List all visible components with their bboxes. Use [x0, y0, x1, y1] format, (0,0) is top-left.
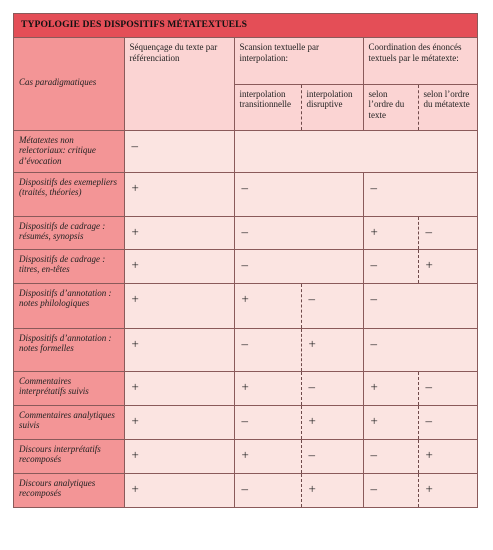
cell-ordre-metatexte: + [418, 439, 477, 473]
cell-ordre-metatexte: – [418, 405, 477, 439]
cell-disruptive: – [301, 283, 363, 328]
cell-ordre-texte: + [363, 371, 418, 405]
col-scansion-header: Scansion textuelle par interpolation: [234, 38, 363, 84]
cell-ordre-texte: – [363, 439, 418, 473]
row-label: Dispositifs d’annotation : notes philologiques [14, 283, 124, 328]
cell-transitionnelle: + [234, 371, 301, 405]
cell-transitionnelle: – [234, 328, 301, 371]
cell-disruptive: – [301, 371, 363, 405]
table-row [14, 473, 477, 507]
cell-ordre-metatexte: – [418, 216, 477, 249]
cell-coordination: – [363, 283, 477, 328]
cell-sequencage: + [124, 439, 234, 473]
cell-sequencage: + [124, 473, 234, 507]
cell-sequencage: + [124, 249, 234, 283]
cell-scansion: – [234, 216, 363, 249]
table-row [14, 328, 477, 371]
cell-ordre-texte: – [363, 473, 418, 507]
row-label: Dispositifs des exemepliers (traités, théories) [14, 172, 124, 216]
cell-ordre-texte: – [363, 249, 418, 283]
row-label: Dispositifs de cadrage : résumés, synopsis [14, 216, 124, 249]
cell-scansion: – [234, 249, 363, 283]
col-interpolation-disruptive-header: interpolation disruptive [301, 84, 363, 130]
table-row [14, 283, 477, 328]
col-ordre-texte-header: selon l’ordre du texte [363, 84, 418, 130]
cell-ordre-metatexte: + [418, 249, 477, 283]
cell-sequencage: + [124, 405, 234, 439]
row-label: Dispositifs de cadrage : titres, en-têtes [14, 249, 124, 283]
table-row [14, 249, 477, 283]
cell-sequencage: + [124, 371, 234, 405]
table-title: TYPOLOGIE DES DISPOSITIFS MÉTATEXTUELS [14, 14, 477, 38]
table-row [14, 172, 477, 216]
row-label: Commentaires analytiques suivis [14, 405, 124, 439]
table-row [14, 130, 477, 172]
col-ordre-metatexte-header: selon l’ordre du métatexte [418, 84, 477, 130]
cell-ordre-metatexte: + [418, 473, 477, 507]
cell-disruptive: + [301, 473, 363, 507]
cell-transitionnelle: + [234, 283, 301, 328]
table-row [14, 405, 477, 439]
table-row [14, 371, 477, 405]
row-label: Dispositifs d’annotation : notes formelles [14, 328, 124, 371]
cell-scansion: – [234, 172, 363, 216]
corner-header: Cas paradigmatiques [14, 38, 124, 130]
row-label: Discours interprétatifs recomposés [14, 439, 124, 473]
table-row [14, 216, 477, 249]
cell-disruptive: + [301, 405, 363, 439]
cell-disruptive: + [301, 328, 363, 371]
table-row [14, 439, 477, 473]
row-label: Commentaires interprétatifs suivis [14, 371, 124, 405]
cell-transitionnelle: + [234, 439, 301, 473]
cell-sequencage: + [124, 328, 234, 371]
typology-table-frame [13, 13, 478, 508]
cell-transitionnelle: – [234, 405, 301, 439]
cell-coordination: – [363, 172, 477, 216]
cell-sequencage: + [124, 172, 234, 216]
cell-ordre-texte: + [363, 216, 418, 249]
cell-sequencage: + [124, 283, 234, 328]
cell-ordre-metatexte: – [418, 371, 477, 405]
cell-sequencage: – [124, 130, 234, 172]
col-sequencage-header: Séquençage du texte par référenciation [124, 38, 234, 130]
cell-sequencage: + [124, 216, 234, 249]
cell-disruptive: – [301, 439, 363, 473]
cell-merged-empty [234, 130, 477, 172]
cell-transitionnelle: – [234, 473, 301, 507]
cell-ordre-texte: + [363, 405, 418, 439]
col-interpolation-transitionnelle-header: interpolation transitionnelle [234, 84, 301, 130]
typology-table [14, 38, 477, 507]
row-label: Discours analytiques recomposés [14, 473, 124, 507]
cell-coordination: – [363, 328, 477, 371]
col-coordination-header: Coordination des énoncés textuels par le métatexte: [363, 38, 477, 84]
row-label: Métatextes non relectoriaux: critique d’évocation [14, 130, 124, 172]
